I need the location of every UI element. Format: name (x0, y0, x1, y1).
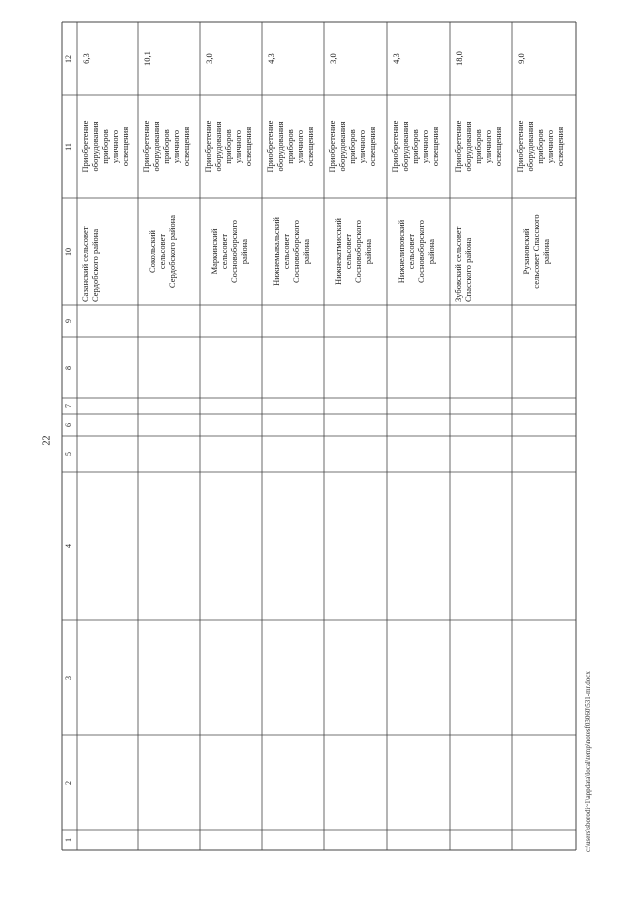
cell-value: 3,0 (328, 53, 338, 64)
column-number: 7 (64, 404, 73, 408)
column-number: 11 (64, 142, 73, 151)
page-number: 22 (41, 435, 53, 446)
cell-municipality: Рузановский сельсовет Спасского района (521, 214, 551, 289)
cell-value: 6,3 (81, 53, 91, 64)
column-number: 4 (64, 544, 73, 548)
cell-activity: Приобретение оборудования приборов уличного освещения (141, 120, 191, 173)
cell-value: 10,1 (142, 51, 152, 66)
cell-activity: Приобретение оборудования приборов уличного освещения (265, 120, 315, 173)
cell-value: 9,0 (516, 53, 526, 64)
cell-municipality: Маркинский сельсовет Сосновоборского района (209, 220, 249, 283)
column-number: 12 (64, 54, 73, 63)
cell-activity: Приобретение оборудования приборов уличного освещения (80, 120, 130, 173)
cell-value: 4,3 (391, 53, 401, 64)
column-number: 5 (64, 452, 73, 456)
column-number: 8 (64, 365, 73, 370)
cell-activity: Приобретение оборудования приборов уличного освещения (327, 120, 377, 173)
cell-value: 18,0 (454, 51, 464, 66)
footer-file-path: c:\users\sborodi~1\appdata\local\temp\notesf03060\531-mr.docx (584, 671, 592, 852)
column-number: 2 (64, 780, 73, 785)
cell-activity: Приобретение оборудования приборов уличного освещения (453, 120, 503, 173)
column-number: 1 (64, 838, 73, 842)
column-number: 6 (64, 423, 73, 427)
cell-municipality: Зубовский сельсовет Спасского района (453, 226, 473, 302)
cell-activity: Приобретение оборудования приборов уличного освещения (515, 120, 565, 173)
cell-municipality: Нижнелиповский сельсовет Сосновоборского района (396, 219, 436, 284)
column-number: 9 (64, 319, 73, 323)
cell-value: 4,3 (266, 53, 276, 64)
cell-municipality: Нижнекатмисский сельсовет Сосновоборского района (333, 218, 373, 285)
cell-activity: Приобретение оборудования приборов уличного освещения (390, 120, 440, 173)
column-number: 3 (64, 675, 73, 680)
cell-activity: Приобретение оборудования приборов уличного освещения (203, 120, 253, 173)
cell-value: 3,0 (204, 53, 214, 64)
cell-municipality: Сокольский сельсовет Сердобского района (147, 214, 177, 289)
column-number: 10 (64, 247, 73, 256)
cell-municipality: Нижнемывальский сельсовет Сосновоборского района (271, 217, 311, 286)
cell-municipality: Сазанский сельсовет Сердобского района (80, 226, 100, 302)
